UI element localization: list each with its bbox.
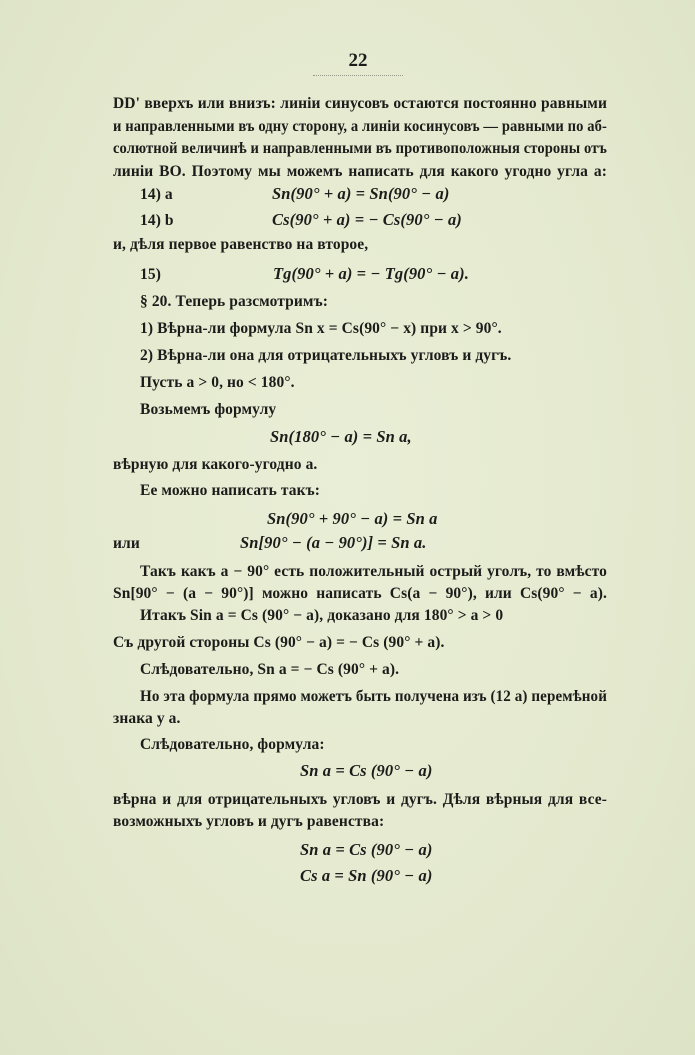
text-line: Слѣдовательно, Sn a = − Cs (90° + a).: [140, 661, 400, 678]
equation: Sn(180° − a) = Sn a,: [270, 427, 412, 446]
page-number: 22: [348, 50, 368, 71]
text-line: Ее можно написать такъ:: [140, 482, 321, 499]
equation: Sn(90° + 90° − a) = Sn a: [267, 509, 438, 528]
text-line: Съ другой стороны Cs (90° − a) = − Cs (90° + a).: [113, 634, 445, 651]
text-line: Но эта формула прямо можетъ быть получена изъ (12 a) перемѣной: [140, 688, 607, 705]
equation: Cs(90° + a) = − Cs(90° − a): [272, 210, 462, 229]
equation: Sn a = Cs (90° − a): [300, 761, 433, 780]
text-line: 1) Вѣрна-ли формула Sn x = Cs(90° − x) при x > 90°.: [140, 320, 502, 337]
text-line: и направленными въ одну сторону, а линіи косинусовъ — равными по аб-: [113, 118, 607, 135]
text-line: Итакъ Sin a = Cs (90° − a), доказано для 180° > a > 0: [140, 607, 504, 624]
text-line: вѣрна и для отрицательныхъ угловъ и дугъ. Дѣля вѣрныя для все-: [113, 791, 607, 808]
equation-label: 14) a: [140, 186, 173, 203]
equation: Tg(90° + a) = − Tg(90° − a).: [273, 264, 469, 283]
text-line: или: [113, 535, 140, 552]
equation: Sn(90° + a) = Sn(90° − a): [272, 184, 450, 203]
section-heading: § 20. Теперь разсмотримъ:: [140, 293, 328, 310]
equation: Sn[90° − (a − 90°)] = Sn a.: [240, 533, 427, 552]
text-line: знака у a.: [113, 710, 181, 727]
text-line: Слѣдовательно, формула:: [140, 736, 325, 753]
equation-label: 14) b: [140, 212, 174, 229]
text-line: и, дѣля первое равенство на второе,: [113, 236, 369, 253]
text-line: возможныхъ угловъ и дугъ равенства:: [113, 813, 385, 830]
text-line: Sn[90° − (a − 90°)] можно написать Cs(a − 90°), или Cs(90° − a).: [113, 585, 607, 602]
text-line: 2) Вѣрна-ли она для отрицательныхъ угловъ и дугъ.: [140, 347, 512, 364]
text-line: Пусть a > 0, но < 180°.: [140, 374, 295, 391]
text-line: солютной величинѣ и направленными въ противоположныя стороны отъ: [113, 140, 607, 157]
equation: Sn a = Cs (90° − a): [300, 840, 433, 859]
equation: Cs a = Sn (90° − a): [300, 866, 433, 885]
header-rule: [313, 75, 403, 76]
text-line: DD' вверхъ или внизъ: линіи синусовъ остаются постоянно равными: [113, 95, 607, 112]
text-line: линіи BO. Поэтому мы можемъ написать для какого угодно угла a:: [113, 163, 607, 180]
equation-label: 15): [140, 266, 161, 283]
text-line: вѣрную для какого-угодно a.: [113, 456, 318, 473]
text-line: Такъ какъ a − 90° есть положительный острый уголъ, то вмѣсто: [140, 563, 607, 580]
text-line: Возьмемъ формулу: [140, 401, 277, 418]
